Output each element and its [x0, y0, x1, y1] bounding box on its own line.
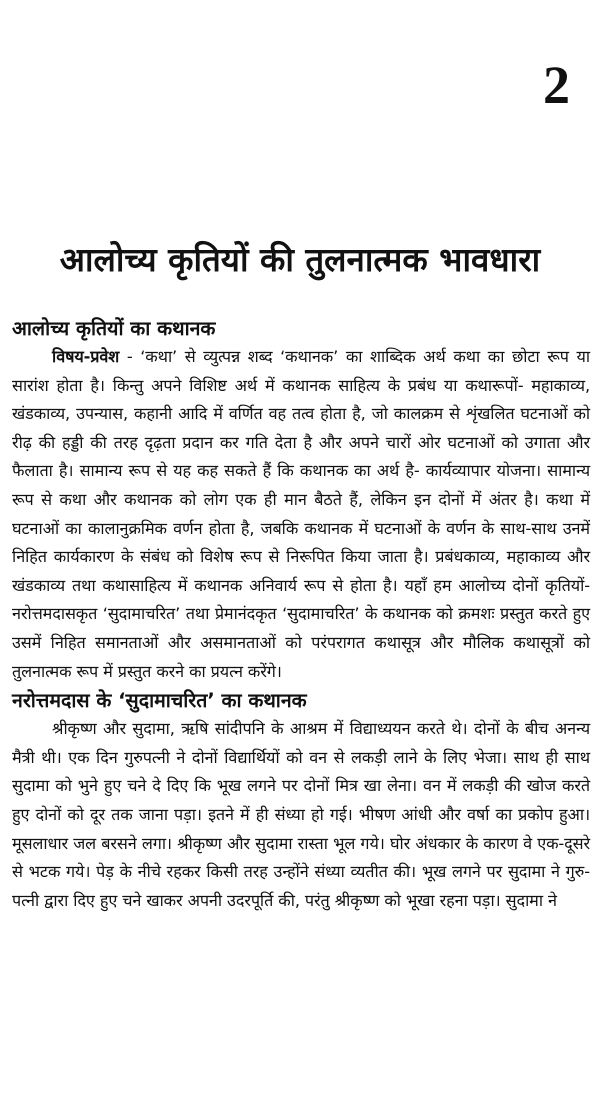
- section-heading: नरोत्तमदास के ‘सुदामाचरित’ का कथानक: [12, 689, 307, 713]
- page-body: [12, 315, 590, 915]
- paragraph: [12, 343, 590, 686]
- chapter-number: 2: [543, 55, 570, 115]
- paragraph-lead: विषय-प्रवेश: [52, 347, 120, 366]
- chapter-title: आलोच्य कृतियों की तुलनात्मक भावधारा: [59, 240, 541, 279]
- paragraph: श्रीकृष्ण और सुदामा, ऋषि सांदीपनि के आश्रम में विद्याध्ययन करते थे। दोनों के बीच अनन्य मैत्री थी। एक दिन गुरुपत्नी ने दोनों विद्यार्थियों को वन से लकड़ी लाने के लिए भेजा। साथ ही साथ सुदामा को भुने हुए चने दे दिए कि भूख लगने पर दोनों मित्र खा लेना। वन में लकड़ी की खोज करते हुए दोनों को दूर तक जाना पड़ा। इतने में ही संध्या हो गई। भीषण आंधी और वर्षा का प्रकोप हुआ। मूसलाधार जल बरसने लगा। श्रीकृष्ण और सुदामा रास्ता भूल गये। घोर अंधकार के कारण वे एक-दूसरे से भटक गये। पेड़ के नीचे रहकर किसी तरह उन्होंने संध्या व्यतीत की। भूख लगने पर सुदामा ने गुरु- पत्नी द्वारा दिए हुए चने खाकर अपनी उदरपूर्ति की, परंतु श्रीकृष्ण को भूखा रहना पड़ा। सुदामा ने: [12, 719, 590, 910]
- paragraph-text: - ‘कथा’ से व्युत्पन्न शब्द ‘कथानक’ का शाब्दिक अर्थ कथा का छोटा रूप या सारांश होता है। किन्तु अपने विशिष्ट अर्थ में कथानक साहित्य के प्रबंध या कथारूपों- महाकाव्य, खंडकाव्य, उपन्यास, कहानी आदि में वर्णित वह तत्व होता है, जो कालक्रम से शृंखलित घटनाओं को रीढ़ की हड्डी की तरह दृढ़ता प्रदान कर गति देता है और अपने चारों ओर घटनाओं को उगाता और फैलाता है। सामान्य रूप से यह कह सकते हैं कि कथानक का अर्थ है- कार्यव्यापार योजना। सामान्य रूप से कथा और कथानक को लोग एक ही मान बैठते हैं, लेकिन इन दोनों में अंतर है। कथा में घटनाओं का कालानुक्रमिक वर्णन होता है, जबकि कथानक में घटनाओं के वर्णन के साथ-साथ उनमें निहित कार्यकारण के संबंध को विशेष रूप से निरूपित किया जाता है। प्रबंधकाव्य, महाकाव्य और खंडकाव्य तथा कथासाहित्य में कथानक अनिवार्य रूप से होता है। यहाँ हम आलोच्य दोनों कृतियों- नरोत्तमदासकृत ‘सुदामाचरित’ तथा प्रेमानंदकृत ‘सुदामाचरित’ के कथानक को क्रमशः प्रस्तुत करते हुए उसमें निहित समानताओं और असमानताओं को परंपरागत कथासूत्र और मौलिक कथासूत्रों को तुलनात्मक रूप में प्रस्तुत करने का प्रयत्न करेंगे।: [12, 347, 590, 681]
- section-heading: आलोच्य कृतियों का कथानक: [12, 317, 216, 340]
